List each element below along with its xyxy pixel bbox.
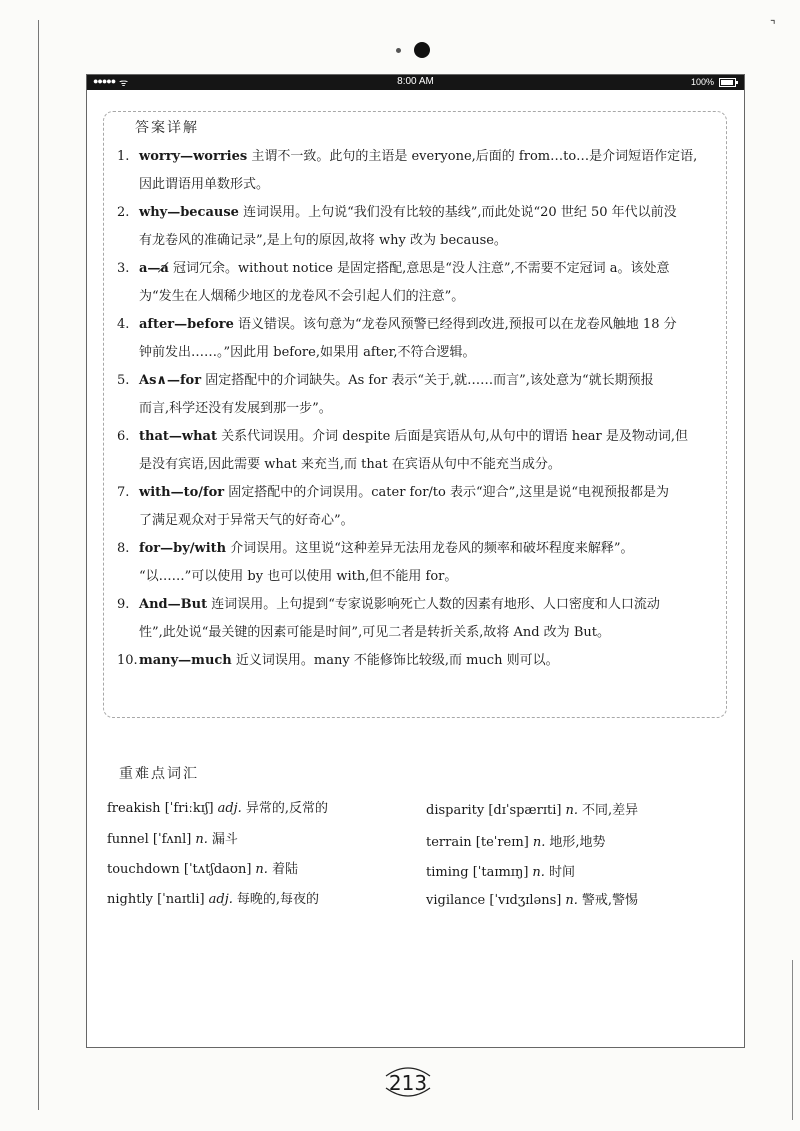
answer-item: 4. after—before 语义错误。该句意为“龙卷风预警已经得到改进,预报可以在龙卷风触地 18 分 钟前发出……。”因此用 before,如果用 after,不符合逻辑。 xyxy=(117,317,677,360)
vocab-entry: touchdown [ˈtʌtʃdaʊn] n. 着陆 xyxy=(107,862,298,877)
camera-icon xyxy=(414,42,430,58)
vocab-entry: disparity [dɪˈspærɪti] n. 不同,差异 xyxy=(426,803,639,818)
corner-mark: ⌝ xyxy=(770,18,776,32)
answer-item: 6. that—what 关系代词误用。介词 despite 后面是宾语从句,从句中的谓语 hear 是及物动词,但 是没有宾语,因此需要 what 来充当,而 that 在宾语从句中不能充当成分。 xyxy=(117,429,689,472)
status-bar xyxy=(87,75,744,90)
vocabulary-title: 重难点词汇 xyxy=(119,766,199,782)
answer-item: 3. a—a̸ 冠词冗余。without notice 是固定搭配,意思是“没人注意”,不需要不定冠词 a。该处意 为“发生在人烟稀少地区的龙卷风不会引起人们的注意”。 xyxy=(117,261,670,304)
vocab-entry: nightly [ˈnaɪtli] adj. 每晚的,每夜的 xyxy=(107,892,320,907)
status-time: 8:00 AM xyxy=(397,76,434,87)
battery-icon xyxy=(719,78,736,87)
page-number: 213 xyxy=(380,1062,436,1102)
device-screen xyxy=(86,74,745,1048)
vocab-entry: funnel [ˈfʌnl] n. 漏斗 xyxy=(107,832,238,847)
wifi-icon: ᯤ xyxy=(119,78,129,89)
vocab-entry: terrain [teˈreɪn] n. 地形,地势 xyxy=(426,835,606,850)
battery-percent: 100% xyxy=(690,77,714,87)
camera-sensor-icon xyxy=(396,48,401,53)
answer-item: 8. for—by/with 介词误用。这里说“这种差异无法用龙卷风的频率和破坏程度来解释”。 “以……”可以使用 by 也可以使用 with,但不能用 for。 xyxy=(117,541,634,584)
page-right-rule xyxy=(792,960,793,1120)
answer-item: 9. And—But 连词误用。上句提到“专家说影响死亡人数的因素有地形、人口密度和人口流动 性”,此处说“最关键的因素可能是时间”,可见二者是转折关系,故将 And 改为 But。 xyxy=(117,597,660,640)
signal-icon: ●●●●● xyxy=(93,76,116,86)
answers-title: 答案详解 xyxy=(135,120,199,136)
vocab-entry: vigilance [ˈvɪdʒɪləns] n. 警戒,警惕 xyxy=(426,893,638,908)
answer-item: 2. why—because 连词误用。上句说“我们没有比较的基线”,而此处说“20 世纪 50 年代以前没 有龙卷风的准确记录”,是上句的原因,故将 why 改为 because。 xyxy=(117,205,677,248)
answer-item: 7. with—to/for 固定搭配中的介词误用。cater for/to 表示“迎合”,这里是说“电视预报都是为 了满足观众对于异常天气的好奇心”。 xyxy=(117,485,670,528)
vocab-entry: freakish [ˈfriːkɪʃ] adj. 异常的,反常的 xyxy=(107,801,328,816)
answer-item: 1. worry—worries 主谓不一致。此句的主语是 everyone,后面的 from…to…是介词短语作定语, 因此谓语用单数形式。 xyxy=(117,149,698,192)
answer-list xyxy=(117,143,721,675)
answer-item: 5. As∧—for 固定搭配中的介词缺失。As for 表示“关于,就……而言”,该处意为“就长期预报 而言,科学还没有发展到那一步”。 xyxy=(117,373,654,416)
answer-item: 10. many—much 近义词误用。many 不能修饰比较级,而 much 则可以。 xyxy=(117,653,559,668)
vocab-entry: timing [ˈtaɪmɪŋ] n. 时间 xyxy=(426,865,575,880)
page-left-rule xyxy=(38,20,39,1110)
